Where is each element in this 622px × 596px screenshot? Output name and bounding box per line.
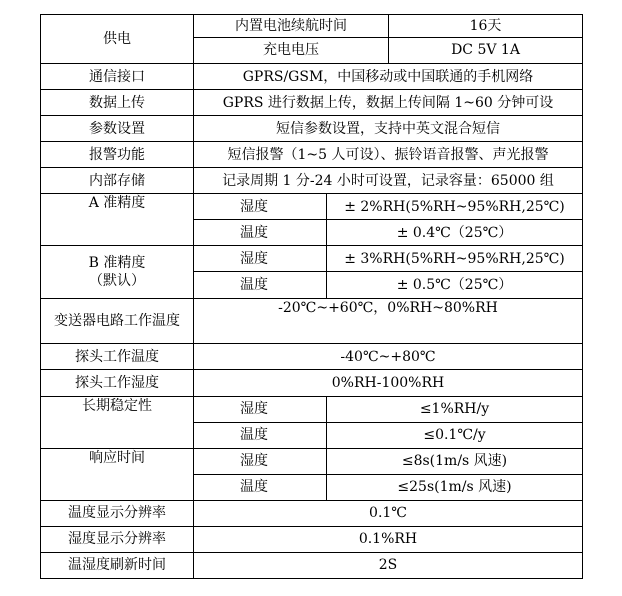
table-row [41,448,583,474]
table-row [41,168,583,194]
params-value: 短信参数设置，支持中英文混合短信 [194,116,583,142]
stability-hum-value: ≤1%RH/y [327,396,583,422]
response-hum-value: ≤8s(1m/s 风速) [327,448,583,474]
accuracy-b-hum-value: ± 3%RH(5%RH~95%RH,25℃) [327,246,583,272]
accuracy-b-label-line1: B 准精度 [88,254,146,271]
table-row [41,194,583,220]
probe-temp-value: -40℃~+80℃ [194,344,583,370]
table-row [41,552,583,578]
upload-label: 数据上传 [41,90,194,116]
accuracy-b-temp-value: ± 0.5℃（25℃） [327,272,583,298]
table-row [41,298,583,344]
table-row [41,63,583,89]
hum-res-label: 湿度显示分辨率 [41,526,194,552]
charge-value: DC 5V 1A [389,37,583,63]
response-hum-label: 湿度 [194,448,327,474]
response-temp-value: ≤25s(1m/s 风速) [327,474,583,500]
table-row [41,142,583,168]
table-row [41,90,583,116]
accuracy-a-temp-label: 温度 [194,220,327,246]
charge-label: 充电电压 [194,37,389,63]
table-row [41,246,583,272]
response-label: 响应时间 [41,448,194,500]
table-row [41,500,583,526]
accuracy-a-temp-value: ± 0.4℃（25℃） [327,220,583,246]
refresh-label: 温湿度刷新时间 [41,552,194,578]
table-row [41,370,583,396]
storage-value: 记录周期 1 分-24 小时可设置，记录容量：65000 组 [194,168,583,194]
alarm-value: 短信报警（1~5 人可设）、振铃语音报警、声光报警 [194,142,583,168]
table-row [41,344,583,370]
accuracy-a-label: A 准精度 [41,194,194,246]
accuracy-a-hum-label: 湿度 [194,194,327,220]
battery-value: 16天 [389,15,583,38]
probe-temp-label: 探头工作温度 [41,344,194,370]
stability-temp-value: ≤0.1℃/y [327,422,583,448]
accuracy-b-temp-label: 温度 [194,272,327,298]
alarm-label: 报警功能 [41,142,194,168]
comm-label: 通信接口 [41,63,194,89]
table-row [41,526,583,552]
table-row [41,396,583,422]
probe-hum-value: 0%RH-100%RH [194,370,583,396]
spec-table [40,14,583,579]
accuracy-b-label [41,246,194,298]
stability-hum-label: 湿度 [194,396,327,422]
power-label: 供电 [41,15,194,64]
upload-value: GPRS 进行数据上传，数据上传间隔 1~60 分钟可设 [194,90,583,116]
table-row [41,116,583,142]
temp-res-value: 0.1℃ [194,500,583,526]
circuit-temp-value: -20℃~+60℃，0%RH~80%RH [194,298,583,344]
table-row [41,15,583,38]
accuracy-b-label-line2: （默认） [89,272,145,289]
battery-label: 内置电池续航时间 [194,15,389,38]
refresh-value: 2S [194,552,583,578]
accuracy-a-hum-value: ± 2%RH(5%RH~95%RH,25℃) [327,194,583,220]
accuracy-b-hum-label: 湿度 [194,246,327,272]
hum-res-value: 0.1%RH [194,526,583,552]
comm-value: GPRS/GSM，中国移动或中国联通的手机网络 [194,63,583,89]
response-temp-label: 温度 [194,474,327,500]
probe-hum-label: 探头工作湿度 [41,370,194,396]
params-label: 参数设置 [41,116,194,142]
stability-label: 长期稳定性 [41,396,194,448]
temp-res-label: 温度显示分辨率 [41,500,194,526]
storage-label: 内部存储 [41,168,194,194]
stability-temp-label: 温度 [194,422,327,448]
circuit-temp-label: 变送器电路工作温度 [41,298,194,344]
